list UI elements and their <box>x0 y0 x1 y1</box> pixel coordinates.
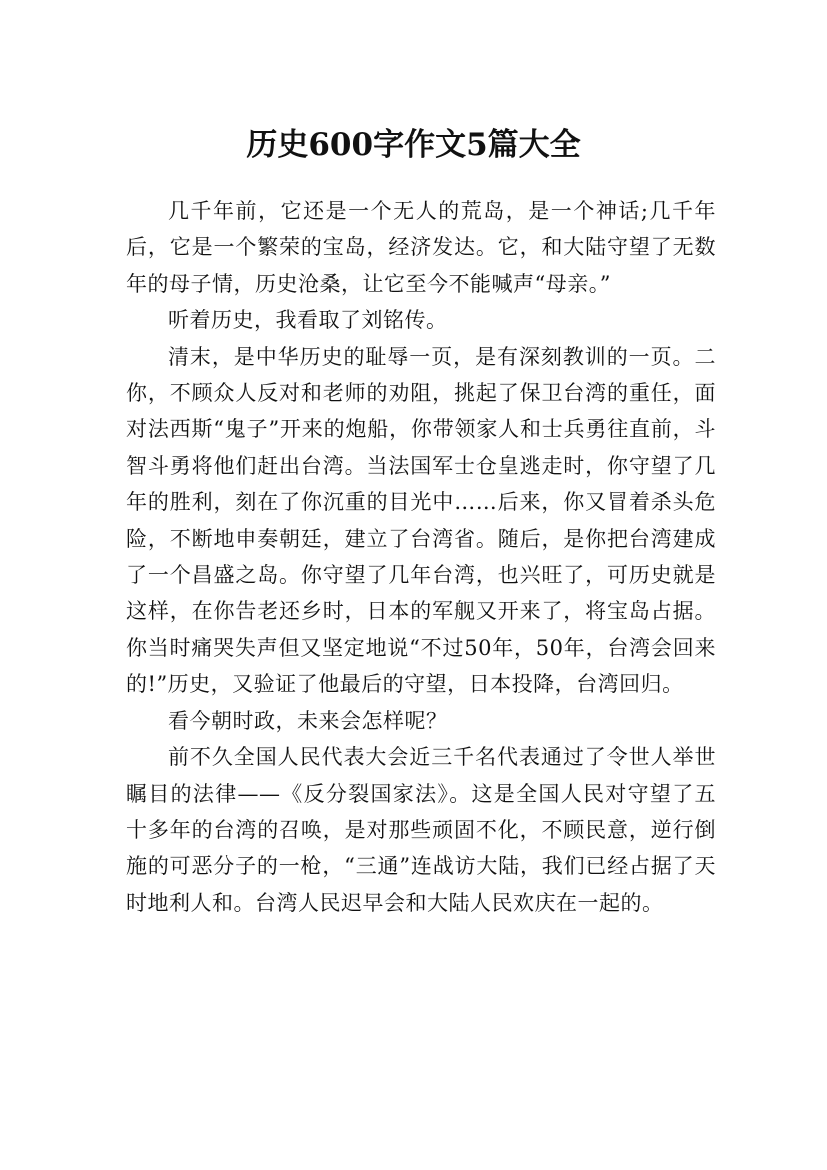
paragraph-3: 清末，是中华历史的耻辱一页，是有深刻教训的一页。二你，不顾众人反对和老师的劝阻，挑起了保卫台湾的重任，面对法西斯“鬼子”开来的炮船，你带领家人和士兵勇往直前，斗智斗勇将他们赶出台湾。当法国军士仓皇逃走时，你守望了几年的胜利，刻在了你沉重的目光中……后来，你又冒着杀头危险，不断地申奏朝廷，建立了台湾省。随后，是你把台湾建成了一个昌盛之岛。你守望了几年台湾，也兴旺了，可历史就是这样，在你告老还乡时，日本的军舰又开来了，将宝岛占据。你当时痛哭失声但又坚定地说“不过50年，50年，台湾会回来的!”历史，又验证了他最后的守望，日本投降，台湾回归。 <box>126 344 716 697</box>
paragraph-4: 看今朝时政，未来会怎样呢？ <box>168 708 448 733</box>
paragraph-1: 几千年前，它还是一个无人的荒岛，是一个神话;几千年后，它是一个繁荣的宝岛，经济发达。它，和大陆守望了无数年的母子情，历史沧桑，让它至今不能喊声“母亲。” <box>126 199 716 296</box>
paragraph-5: 前不久全国人民代表大会近三千名代表通过了令世人举世瞩目的法律——《反分裂国家法》。这是全国人民对守望了五十多年的台湾的召唤，是对那些顽固不化，不顾民意，逆行倒施的可恶分子的一枪，“三通”连战访大陆，我们已经占据了天时地利人和。台湾人民迟早会和大陆人民欢庆在一起的。 <box>126 745 716 915</box>
document-title: 历史600字作文5篇大全 <box>246 126 581 163</box>
paragraph-2: 听着历史，我看取了刘铭传。 <box>168 308 448 333</box>
document-body <box>126 193 716 921</box>
